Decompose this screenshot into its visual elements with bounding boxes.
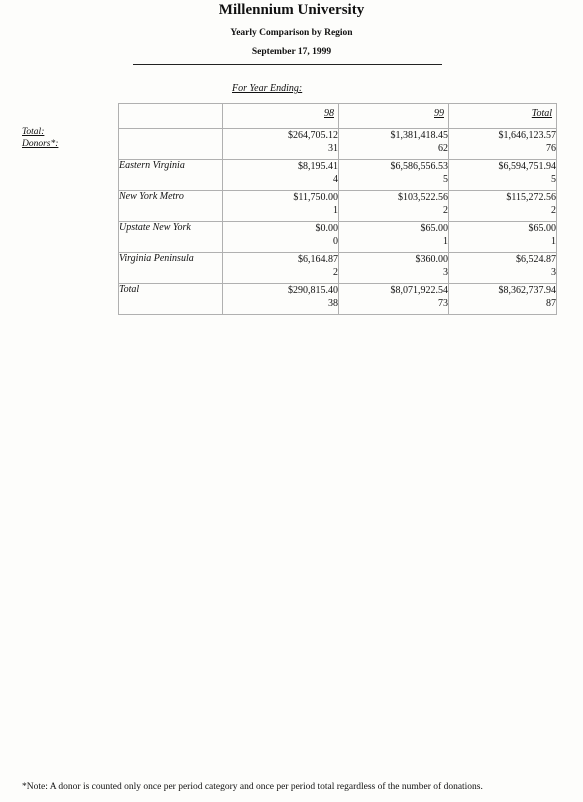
amount: $360.00 [415, 254, 448, 265]
period-label: For Year Ending: [232, 83, 303, 94]
amount: $6,524.87 [516, 254, 556, 265]
donor-count: 5 [443, 174, 448, 185]
region-table [118, 103, 557, 315]
table-row [119, 191, 557, 222]
table-cell [223, 129, 339, 160]
row-label: Total [119, 284, 223, 315]
amount: $11,750.00 [293, 192, 338, 203]
amount: $6,164.87 [298, 254, 338, 265]
table-cell [449, 222, 557, 253]
table-cell [339, 222, 449, 253]
donor-count: 1 [443, 236, 448, 247]
amount: $8,195.41 [298, 161, 338, 172]
table-cell [223, 222, 339, 253]
donor-count: 0 [333, 236, 338, 247]
row-label: Upstate New York [119, 222, 223, 253]
table-row [119, 253, 557, 284]
column-header-label: Total [531, 108, 552, 119]
table-row [119, 129, 557, 160]
donor-count: 4 [333, 174, 338, 185]
amount: $1,646,123.57 [498, 130, 556, 141]
donor-count: 2 [551, 205, 556, 216]
table-header-row [119, 104, 557, 129]
amount: $6,594,751.94 [498, 161, 556, 172]
table-cell [223, 191, 339, 222]
donor-count: 62 [438, 143, 448, 154]
column-header-label: 99 [434, 108, 444, 119]
table-cell [223, 284, 339, 315]
table-cell [449, 284, 557, 315]
table-row [119, 222, 557, 253]
donor-count: 76 [546, 143, 556, 154]
row-label [119, 129, 223, 160]
table-cell [449, 253, 557, 284]
donor-count: 1 [333, 205, 338, 216]
table-cell [223, 160, 339, 191]
amount: $65.00 [420, 223, 448, 234]
donor-count: 3 [551, 267, 556, 278]
column-header [449, 104, 557, 129]
amount: $8,362,737.94 [498, 285, 556, 296]
amount: $6,586,556.53 [390, 161, 448, 172]
side-label-donors: Donors*: [22, 139, 59, 149]
amount: $65.00 [528, 223, 556, 234]
column-header [339, 104, 449, 129]
donor-count: 73 [438, 298, 448, 309]
footnote: *Note: A donor is counted only once per period category and once per period total regardless of the number of donations. [22, 782, 483, 792]
amount: $0.00 [315, 223, 338, 234]
corner-cell [119, 104, 223, 129]
donor-count: 3 [443, 267, 448, 278]
table-cell [339, 191, 449, 222]
amount: $103,522.56 [398, 192, 448, 203]
column-header [223, 104, 339, 129]
row-label: Virginia Peninsula [119, 253, 223, 284]
amount: $1,381,418.45 [390, 130, 448, 141]
table-row-total [119, 284, 557, 315]
amount: $8,071,922.54 [390, 285, 448, 296]
header-divider [133, 64, 442, 65]
donor-count: 2 [333, 267, 338, 278]
table-cell [223, 253, 339, 284]
report-subtitle: Yearly Comparison by Region [230, 28, 353, 38]
donor-count: 2 [443, 205, 448, 216]
table-row [119, 160, 557, 191]
donor-count: 1 [551, 236, 556, 247]
table-cell [339, 160, 449, 191]
row-label: Eastern Virginia [119, 160, 223, 191]
table-cell [339, 129, 449, 160]
donor-count: 5 [551, 174, 556, 185]
donor-count: 31 [328, 143, 338, 154]
amount: $115,272.56 [506, 192, 556, 203]
table-cell [339, 253, 449, 284]
row-label: New York Metro [119, 191, 223, 222]
amount: $290,815.40 [288, 285, 338, 296]
column-header-label: 98 [324, 108, 334, 119]
donor-count: 87 [546, 298, 556, 309]
report-date: September 17, 1999 [251, 47, 332, 57]
table-cell [449, 129, 557, 160]
table-cell [449, 191, 557, 222]
table-cell [449, 160, 557, 191]
report-title: Millennium University [218, 2, 365, 18]
table-cell [339, 284, 449, 315]
donor-count: 38 [328, 298, 338, 309]
amount: $264,705.12 [288, 130, 338, 141]
side-label-total: Total: [22, 127, 45, 137]
